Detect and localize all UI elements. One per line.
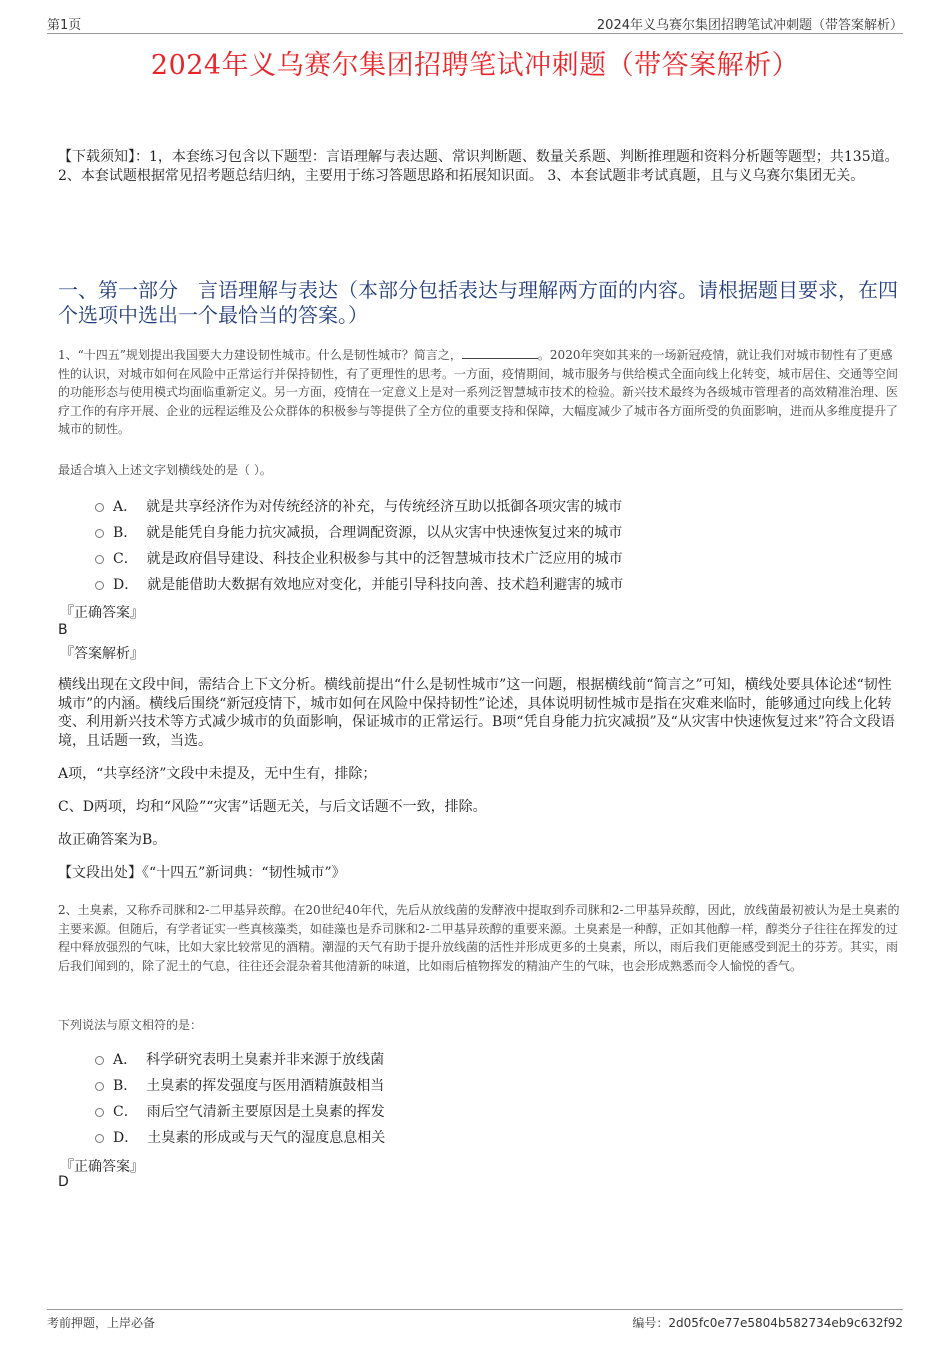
question-1-prompt: 最适合填入上述文字划横线处的是（ ）。 [58,463,272,477]
footer-code-label: 编号： [632,1316,669,1330]
option-letter: C． [113,551,138,567]
radio-icon[interactable] [95,1082,104,1091]
page-title: 2024年义乌赛尔集团招聘笔试冲刺题（带答案解析） [150,50,800,81]
question-1-option-d[interactable] [95,574,623,594]
section-heading: 一、第一部分 言语理解与表达（本部分包括表达与理解两方面的内容。请根据题目要求，在四个选项中选出一个最恰当的答案。） [58,278,898,327]
radio-icon[interactable] [95,503,104,512]
question-1-text-before: 1、“十四五”规划提出我国要大力建设韧性城市。什么是韧性城市？简言之， [58,348,462,362]
footer-code-value: 2d05fc0e77e5804b582734eb9c632f92 [668,1316,903,1330]
question-2-option-d[interactable] [95,1127,385,1147]
question-1-source: 【文段出处】《“十四五”新词典：“韧性城市”》 [58,865,346,881]
question-2-option-c[interactable] [95,1101,385,1121]
radio-icon[interactable] [95,581,104,590]
option-text: 土臭素的形成或与天气的湿度息息相关 [147,1130,386,1146]
option-text: 雨后空气清新主要原因是土臭素的挥发 [146,1104,385,1120]
question-2-option-a[interactable] [95,1049,384,1069]
question-2-text: 2、土臭素，又称乔司脒和2-二甲基异莰醇。在20世纪40年代，先后从放线菌的发酵液中提取到乔司脒和2-二甲基异莰醇，因此，放线菌最初被认为是土臭素的主要来源。但随后，有学者证实一些真核藻类，如硅藻也是乔司脒和2-二甲基异莰醇的重要来源。土臭素是一种醇，正如其他醇一样，醇类分子往往在挥发的过程中释放强烈的气味，比如大家比较常见的酒精。潮湿的天气有助于提升放线菌的活性并形成更多的土臭素，所以，雨后我们更能感受到泥土的芬芳。其实，雨后我们闻到的，除了泥土的气息，往往还会混杂着其他清新的味道，比如雨后植物挥发的精油产生的气味，也会形成熟悉而令人愉悦的香气。 [58,903,900,973]
question-2-answer-label: 『正确答案』 [60,1159,144,1175]
question-1-analysis-para: 横线出现在文段中间，需结合上下文分析。横线前提出“什么是韧性城市”这一问题，根据横线前“简言之”可知，横线处要具体论述“韧性城市”的内涵。横线后围绕“新冠疫情下，城市如何在风险中保持韧性”论述，具体说明韧性城市是指在灾难来临时，能够通过向线上化转变、利用新兴技术等方式减少城市的负面影响，保证城市的正常运行。B项“凭自身能力抗灾减损”及“从灾害中快速恢复过来”符合文段语境，且话题一致，当选。 [58,677,895,749]
radio-icon[interactable] [95,1108,104,1117]
radio-icon[interactable] [95,555,104,564]
question-1-option-a[interactable] [95,496,622,516]
question-1-answer-label: 『正确答案』 [60,605,144,621]
option-text: 就是能凭自身能力抗灾减损，合理调配资源，以从灾害中快速恢复过来的城市 [146,525,623,541]
question-1-text-after: 。2020年突如其来的一场新冠疫情，就让我们对城市韧性有了更感性的认识，对城市如何在风险中正常运行并保持韧性，有了更理性的思考。一方面，疫情期间，城市服务与供给模式全面向线上化转变，城市居住、交通等空间的功能形态与使用模式均面临重新定义。另一方面，疫情在一定意义上是对一系列泛智慧城市技术的检验。新兴技术最终为各级城市管理者的高效精准治理、医疗工作的有序开展、企业的远程运维及公众群体的积极参与等提供了全方位的重要支持和保障，大幅度减少了城市各方面所受的负面影响，进而从多维度提升了城市的韧性。 [58,348,899,437]
question-1-answer: B [58,622,68,638]
footer-divider [47,1309,903,1310]
page-number: 第1页 [47,18,82,33]
option-letter: D． [113,1130,139,1146]
footer-slogan: 考前押题，上岸必备 [47,1316,156,1330]
option-text: 科学研究表明土臭素并非来源于放线菌 [146,1052,385,1068]
option-letter: A． [113,499,138,515]
footer-code [632,1314,903,1331]
option-letter: B． [113,1078,138,1094]
question-1-analysis-label: 『答案解析』 [60,646,144,662]
option-letter: C． [113,1104,138,1120]
question-2-prompt: 下列说法与原文相符的是： [58,1018,203,1032]
fill-blank [462,347,538,359]
option-letter: A． [113,1052,138,1068]
option-text: 就是能借助大数据有效地应对变化，并能引导科技向善、技术趋利避害的城市 [147,577,624,593]
question-1-text [58,346,903,439]
option-letter: B． [113,525,138,541]
radio-icon[interactable] [95,529,104,538]
download-notice: 【下载须知】：1，本套练习包含以下题型：言语理解与表达题、常识判断题、数量关系题、判断推理题和资料分析题等题型；共135道。 2、本套试题根据常见招考题总结归纳，主要用于练习答题思路和拓展知识面。 3、本套试题非考试真题，且与义乌赛尔集团无关。 [58,149,899,184]
option-letter: D． [113,577,139,593]
question-2-option-b[interactable] [95,1075,384,1095]
option-text: 就是政府倡导建设、科技企业积极参与其中的泛智慧城市技术广泛应用的城市 [146,551,623,567]
question-1-option-b[interactable] [95,522,622,542]
radio-icon[interactable] [95,1056,104,1065]
header-doc-title: 2024年义乌赛尔集团招聘笔试冲刺题（带答案解析） [596,18,903,33]
option-text: 就是共享经济作为对传统经济的补充，与传统经济互助以抵御各项灾害的城市 [146,499,623,515]
question-1-analysis-para: C、D两项，均和“风险”“灾害”话题无关，与后文话题不一致，排除。 [58,799,487,815]
header-divider [47,33,903,34]
question-1-analysis-para: 故正确答案为B。 [58,832,167,848]
question-1-analysis-para: A项，“共享经济”文段中未提及，无中生有，排除； [58,766,377,782]
option-text: 土臭素的挥发强度与医用酒精旗鼓相当 [146,1078,385,1094]
question-2-answer: D [58,1174,69,1190]
radio-icon[interactable] [95,1134,104,1143]
question-1-option-c[interactable] [95,548,623,568]
